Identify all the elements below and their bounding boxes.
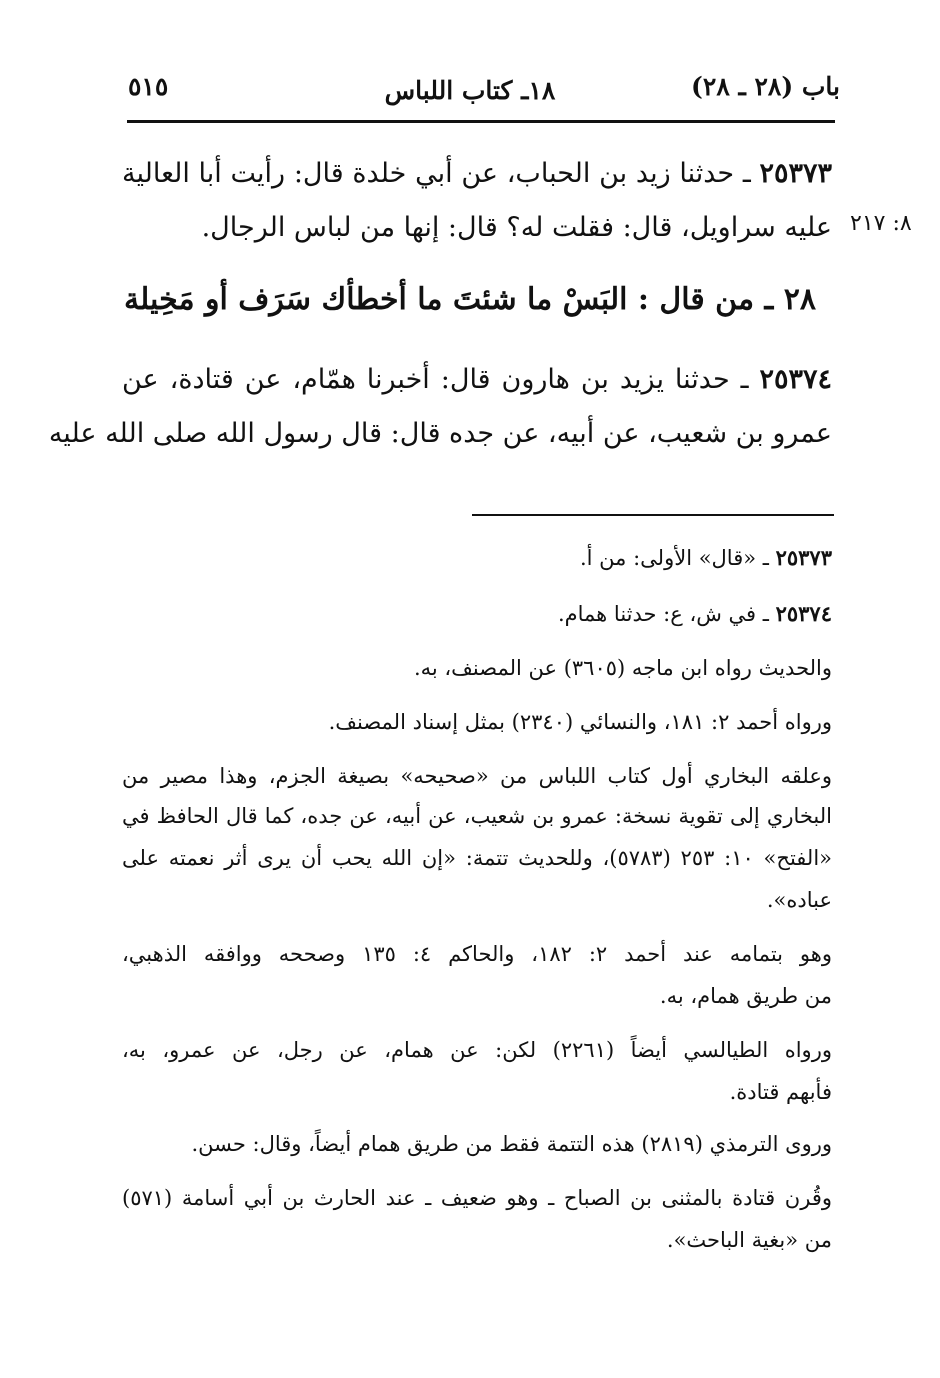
book-title: ١٨ـ كتاب اللباس [384, 76, 556, 105]
footnote-para-5-line-4: عباده». [766, 888, 832, 912]
hadith-number: ٢٥٣٧٤ [759, 364, 832, 395]
hadith-text: ـ حدثنا يزيد بن هارون قال: أخبرنا همّام، عن قتادة، عن [122, 364, 760, 395]
footnote-para-8: وروى الترمذي (٢٨١٩) هذه التتمة فقط من طريق همام أيضاً، وقال: حسن. [191, 1132, 832, 1156]
hadith-25374-line-1 [122, 360, 832, 400]
footnote-number: ٢٥٣٧٤ [775, 601, 832, 626]
footnote-para-9-line-2: من «بغية الباحث». [666, 1228, 832, 1252]
footnote-2 [122, 596, 832, 632]
footnote-separator [472, 514, 834, 516]
footnote-para-7-line-1: ورواه الطيالسي أيضاً (٢٢٦١) لكن: عن همام، عن رجل، عن عمرو، به، [122, 1038, 832, 1062]
footnote-para-9-line-1: وقُرن قتادة بالمثنى بن الصباح ـ وهو ضعيف ـ عند الحارث بن أبي أسامة (٥٧١) [122, 1186, 832, 1210]
footnote-para-5-line-1: وعلقه البخاري أول كتاب اللباس من «صحيحه» بصيغة الجزم، وهذا مصير من [122, 764, 832, 788]
footnote-1 [122, 540, 832, 576]
hadith-text: ـ حدثنا زيد بن الحباب، عن أبي خلدة قال: رأيت أبا العالية [122, 158, 760, 189]
section-heading: ٢٨ ـ من قال : البَسْ ما شئتَ ما أخطأك سَرَف أو مَخِيلة [124, 282, 816, 317]
footnote-para-4: ورواه أحمد ٢: ١٨١، والنسائي (٢٣٤٠) بمثل إسناد المصنف. [328, 710, 832, 734]
header-rule [127, 120, 835, 123]
margin-reference: ٨: ٢١٧ [850, 211, 912, 236]
footnote-para-6-line-2: من طريق همام، به. [659, 984, 832, 1008]
footnote-para-5-line-3: «الفتح» ١٠: ٢٥٣ (٥٧٨٣)، وللحديث تتمة: «إن الله يحب أن يرى أثر نعمته على [122, 846, 833, 870]
page-number: ٥١٥ [128, 72, 169, 101]
hadith-25374-line-2: عمرو بن شعيب، عن أبيه، عن جده قال: قال رسول الله صلى الله عليه [48, 418, 832, 449]
footnote-text: ـ في ش، ع: حدثنا همام. [557, 602, 776, 626]
hadith-25373-line-2: عليه سراويل، قال: فقلت له؟ قال: إنها من لباس الرجال. [201, 212, 832, 243]
footnote-number: ٢٥٣٧٣ [775, 545, 832, 570]
footnote-para-7-line-2: فأبهم قتادة. [729, 1080, 832, 1104]
hadith-number: ٢٥٣٧٣ [759, 158, 832, 189]
footnote-para-5-line-2: البخاري إلى تقوية نسخة: عمرو بن شعيب، عن أبيه، عن جده، كما قال الحافظ في [122, 804, 832, 828]
hadith-25373-line-1 [122, 154, 832, 194]
footnote-para-6-line-1: وهو بتمامه عند أحمد ٢: ١٨٢، والحاكم ٤: ١٣٥ وصححه ووافقه الذهبي، [122, 942, 832, 966]
chapter-label: باب (٢٨ ـ ٢٨) [691, 72, 840, 101]
footnote-para-3: والحديث رواه ابن ماجه (٣٦٠٥) عن المصنف، به. [413, 656, 832, 680]
footnote-text: ـ «قال» الأولى: من أ. [580, 546, 776, 570]
